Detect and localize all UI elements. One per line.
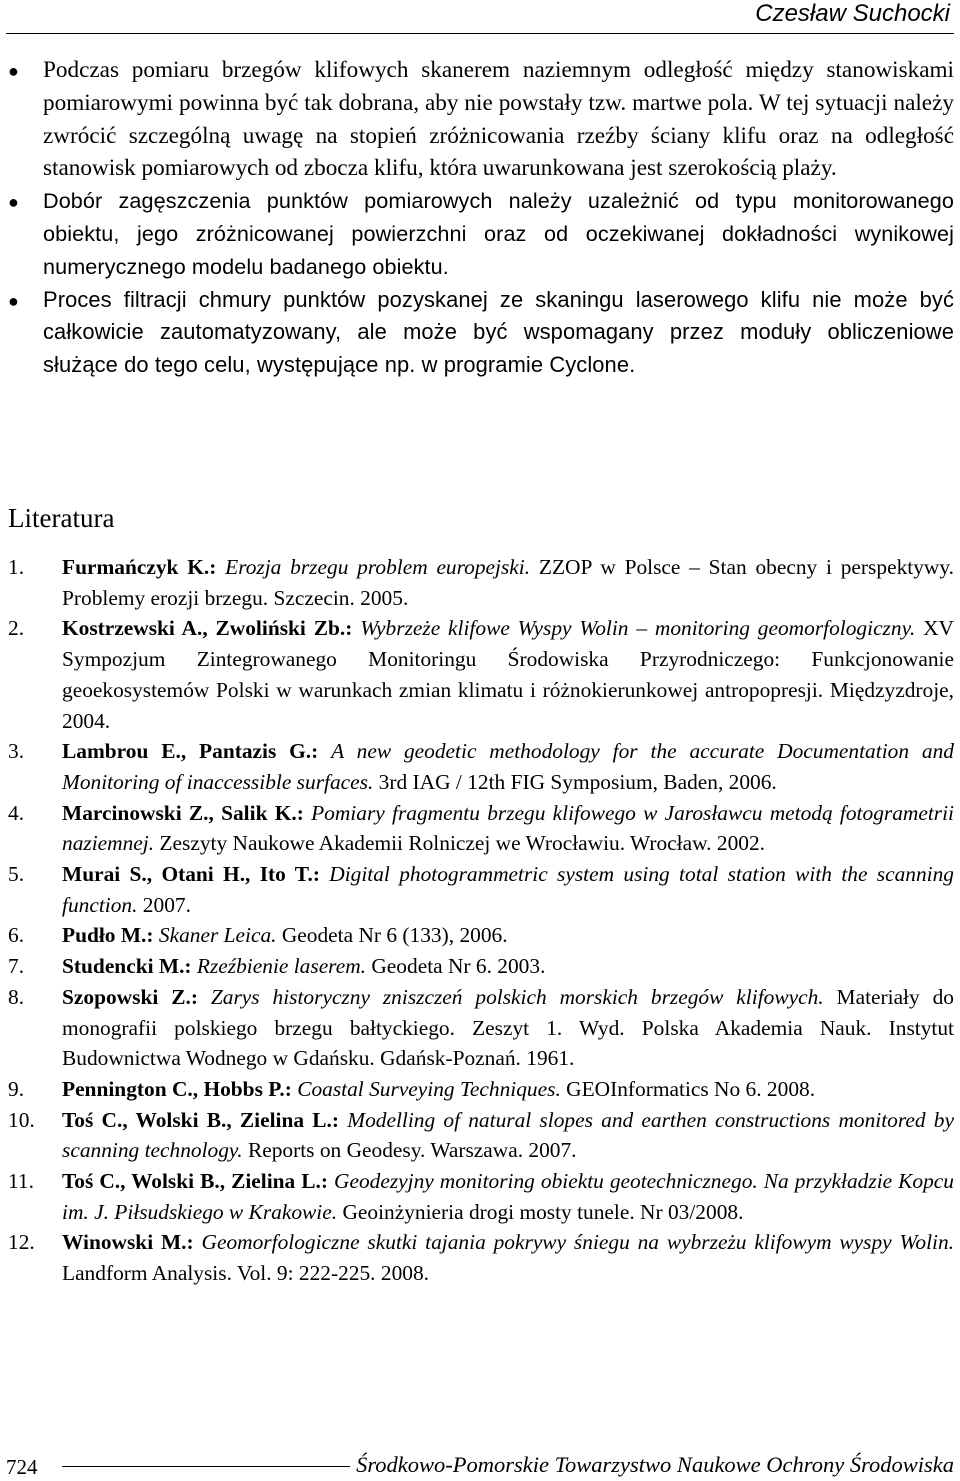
bullet-text: Dobór zagęszczenia punktów pomiarowych należy uzależnić od typu monitorowanego obiektu, jego zróżnicowanej powierzchni oraz od oczekiwanej dokładności wynikowej numerycznego modelu badanego obiektu.	[43, 188, 954, 279]
list-item	[8, 54, 954, 185]
reference-title: Geodezyjny monitoring obiektu geotechnicznego. Na przykładzie Kopcu im. J. Piłsudskiego w Krakowie.	[62, 1169, 954, 1224]
reference-number: 2.	[8, 616, 25, 641]
reference-details: Landform Analysis. Vol. 9: 222-225. 2008.	[62, 1261, 430, 1286]
reference-title: Zarys historyczny zniszczeń polskich morskich brzegów klifowych.	[210, 984, 824, 1009]
page-number: 724	[6, 1455, 38, 1479]
reference-authors: Toś C., Wolski B., Zielina L.	[62, 1107, 332, 1132]
reference-number: 9.	[8, 1076, 25, 1101]
literature-heading: Literatura	[8, 503, 115, 533]
reference-item: 7. Studencki M.: Rzeźbienie laserem. Geodeta Nr 6. 2003.	[8, 951, 954, 982]
reference-number: 5.	[8, 862, 25, 887]
reference-authors: Furmańczyk K.	[62, 555, 210, 579]
reference-number: 7.	[8, 954, 25, 979]
reference-title: Rzeźbienie laserem.	[196, 954, 367, 979]
conclusions-list	[8, 54, 954, 382]
reference-item: 11. Toś C., Wolski B., Zielina L.: Geodezyjny monitoring obiektu geotechnicznego. Na przykładzie Kopcu im. J. Piłsudskiego w Krakowie. Geoinżynieria drogi mosty tunele. Nr 03/2008.	[8, 1166, 954, 1227]
reference-authors: Szopowski Z.	[62, 984, 191, 1009]
reference-title: Modelling of natural slopes and earthen constructions monitored by scanning technology.	[62, 1107, 954, 1163]
reference-number: 12.	[8, 1230, 35, 1255]
reference-item: 5. Murai S., Otani H., Ito T.: Digital photogrammetric system using total station with the scanning function. 2007.	[8, 859, 954, 920]
reference-authors: Kostrzewski A., Zwoliński Zb.	[62, 616, 346, 641]
reference-number: 1.	[8, 555, 25, 579]
reference-item: 2. Kostrzewski A., Zwoliński Zb.: Wybrzeże klifowe Wyspy Wolin – monitoring geomorfologiczny. XV Sympozjum Zintegrowanego Monitoringu Środowiska Przyrodniczego: Funkcjonowanie geoekosystemów Polski w warunkach zmian klimatu i różnokierunkowej antropopresji. Międzyzdroje, 2004.	[8, 613, 954, 736]
reference-authors: Studencki M.	[62, 954, 185, 979]
header-rule	[6, 33, 954, 34]
reference-details: 3rd IAG / 12th FIG Symposium, Baden, 2006.	[373, 769, 777, 794]
reference-details: 2007.	[137, 892, 191, 917]
bullet-icon: ●	[8, 192, 19, 213]
reference-details: Geodeta Nr 6. 2003.	[366, 954, 546, 979]
reference-title: Digital photogrammetric system using total station with the scanning function.	[62, 862, 954, 917]
reference-authors: Pudło M.	[62, 923, 147, 948]
list-item	[8, 185, 954, 283]
reference-details: ZZOP w Polsce – Stan obecny i perspektywy. Problemy erozji brzegu. Szczecin. 2005.	[62, 555, 954, 610]
reference-details: Geoinżynieria drogi mosty tunele. Nr 03/2008.	[337, 1199, 744, 1224]
reference-number: 4.	[8, 800, 25, 825]
reference-title: Erozja brzegu problem europejski.	[225, 555, 531, 579]
reference-number: 8.	[8, 984, 25, 1009]
reference-authors: Pennington C., Hobbs P.	[62, 1076, 285, 1101]
reference-authors: Winowski M.	[62, 1230, 187, 1255]
reference-details: XV Sympozjum Zintegrowanego Monitoringu Środowiska Przyrodniczego: Funkcjonowanie geoekosystemów Polski w warunkach zmian klimatu i różnokierunkowej antropopresji. Międzyzdroje, 2004.	[62, 616, 954, 733]
reference-details: GEOInformatics No 6. 2008.	[560, 1076, 816, 1101]
reference-authors: Toś C., Wolski B., Zielina L.	[62, 1169, 321, 1194]
reference-title: Wybrzeże klifowe Wyspy Wolin – monitoring geomorfologiczny.	[360, 616, 916, 641]
reference-item: 1. Furmańczyk K.: Erozja brzegu problem europejski. ZZOP w Polsce – Stan obecny i perspektywy. Problemy erozji brzegu. Szczecin. 2005.	[8, 552, 954, 613]
reference-number: 10.	[8, 1107, 35, 1132]
reference-details: Materiały do monografii polskiego brzegu bałtyckiego. Zeszyt 1. Wyd. Polska Akademia Nauk. Instytut Budownictwa Wodnego w Gdańsku. Gdańsk-Poznań. 1961.	[62, 984, 954, 1071]
reference-details: Geodeta Nr 6 (133), 2006.	[276, 923, 508, 948]
reference-item: 9. Pennington C., Hobbs P.: Coastal Surveying Techniques. GEOInformatics No 6. 2008.	[8, 1074, 954, 1105]
reference-number: 6.	[8, 923, 25, 948]
journal-title: Środkowo-Pomorskie Towarzystwo Naukowe Ochrony Środowiska	[350, 1451, 954, 1479]
reference-item: 3. Lambrou E., Pantazis G.: A new geodetic methodology for the accurate Documentation and Monitoring of inaccessible surfaces. 3rd IAG / 12th FIG Symposium, Baden, 2006.	[8, 736, 954, 797]
reference-authors: Murai S., Otani H., Ito T.	[62, 862, 313, 887]
reference-item: 10. Toś C., Wolski B., Zielina L.: Modelling of natural slopes and earthen constructions monitored by scanning technology. Reports on Geodesy. Warszawa. 2007.	[8, 1105, 954, 1166]
bullet-icon: ●	[8, 61, 19, 81]
reference-number: 11.	[8, 1169, 34, 1194]
reference-title: Pomiary fragmentu brzegu klifowego w Jarosławcu metodą fotogrametrii naziemnej.	[62, 800, 955, 856]
bullet-text: Podczas pomiaru brzegów klifowych skanerem naziemnym odległość między stanowiskami pomiarowymi powinna być tak dobrana, aby nie powstały tzw. martwe pola. W tej sytuacji należy zwrócić szczególną uwagę na stopień zróżnicowania rzeźby ściany klifu oraz na odległość stanowisk pomiarowych od zbocza klifu, która uwarunkowana jest szerokością plaży.	[43, 57, 954, 182]
list-item	[8, 284, 954, 382]
reference-item: 4. Marcinowski Z., Salik K.: Pomiary fragmentu brzegu klifowego w Jarosławcu metodą fotogrametrii naziemnej. Zeszyty Naukowe Akademii Rolniczej we Wrocławiu. Wrocław. 2002.	[8, 798, 954, 859]
reference-title: Geomorfologiczne skutki tajania pokrywy śniegu na wybrzeżu klifowym wyspy Wolin.	[201, 1230, 954, 1255]
reference-list	[8, 552, 954, 1289]
reference-details: Zeszyty Naukowe Akademii Rolniczej we Wrocławiu. Wrocław. 2002.	[154, 831, 765, 856]
reference-title: A new geodetic methodology for the accurate Documentation and Monitoring of inaccessible surfaces.	[62, 739, 954, 794]
reference-item: 8. Szopowski Z.: Zarys historyczny zniszczeń polskich morskich brzegów klifowych. Materiały do monografii polskiego brzegu bałtyckiego. Zeszyt 1. Wyd. Polska Akademia Nauk. Instytut Budownictwa Wodnego w Gdańsku. Gdańsk-Poznań. 1961.	[8, 982, 954, 1074]
bullet-icon: ●	[8, 290, 19, 311]
reference-item: 12. Winowski M.: Geomorfologiczne skutki tajania pokrywy śniegu na wybrzeżu klifowym wyspy Wolin. Landform Analysis. Vol. 9: 222-225. 2008.	[8, 1227, 954, 1288]
reference-details: Reports on Geodesy. Warszawa. 2007.	[242, 1138, 577, 1163]
reference-number: 3.	[8, 739, 25, 764]
reference-title: Skaner Leica.	[158, 923, 277, 948]
running-head-author: Czesław Suchocki	[755, 0, 950, 27]
reference-title: Coastal Surveying Techniques.	[297, 1076, 561, 1101]
bullet-text: Proces filtracji chmury punktów pozyskanej ze skaningu laserowego klifu nie może być całkowicie zautomatyzowany, ale może być wspomagany przez moduły obliczeniowe służące do tego celu, występujące np. w programie Cyclone.	[43, 286, 954, 378]
reference-authors: Lambrou E., Pantazis G.	[62, 739, 312, 764]
reference-item: 6. Pudło M.: Skaner Leica. Geodeta Nr 6 (133), 2006.	[8, 920, 954, 951]
reference-authors: Marcinowski Z., Salik K.	[62, 800, 297, 825]
